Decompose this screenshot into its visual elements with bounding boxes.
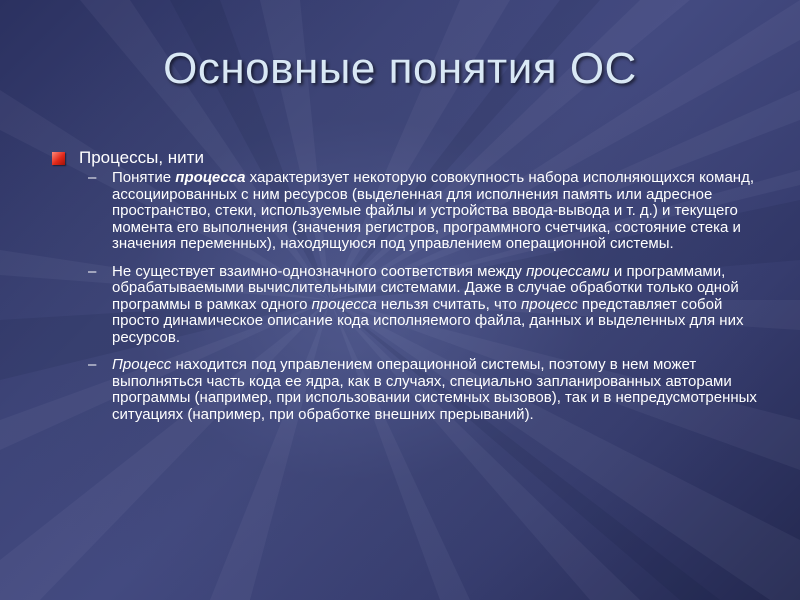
bullet-item xyxy=(52,148,204,168)
bullet-label: Процессы, нити xyxy=(79,148,204,167)
text-segment: нельзя считать, что xyxy=(376,295,521,313)
dash-marker: – xyxy=(88,356,97,373)
emphasis-term: процесс xyxy=(521,295,578,313)
subitem-list xyxy=(88,170,758,434)
subitem-process-program-mapping xyxy=(88,264,758,347)
emphasis-term: Процесс xyxy=(112,356,172,373)
bullet-square-icon xyxy=(52,152,65,165)
text-segment: находится под управлением операционной системы, поэтому в нем может выполняться часть кода ее ядра, как в случаях, специально запланированных авторами программы (например, при использовании системных вызовов), так и в непредусмотренных ситуациях (например, при обработке внешних прерываний). xyxy=(112,356,757,423)
subitem-process-definition xyxy=(88,170,758,253)
dash-marker: – xyxy=(88,169,97,186)
dash-marker: – xyxy=(88,262,97,280)
text-segment: Понятие xyxy=(112,169,176,186)
emphasis-term: процесса xyxy=(175,169,246,186)
text-segment: и программами, обрабатываемыми вычислительными системами. Даже в случае обработки только одной программы в рамках одного xyxy=(112,262,739,313)
slide-title: Основные понятия ОС xyxy=(163,44,637,93)
text-segment: характеризует некоторую совокупность набора исполняющихся команд, ассоциированных с ним ресурсов (выделенная для исполнения память или адресное пространство, стеки, используемые файлы и устройства ввода-вывода и т. д.) и текущего момента его выполнения (значения регистров, программного счетчика, состояние стека и значения переменных), находящуюся под управлением операционной системы. xyxy=(112,169,755,252)
emphasis-term: процессами xyxy=(526,262,610,280)
subitem-process-os-control xyxy=(88,357,758,423)
emphasis-term: процесса xyxy=(311,295,377,313)
text-segment: представляет собой просто динамическое описание кода исполняемого файла, данных и выделенных для них ресурсов. xyxy=(112,295,744,346)
text-segment: Не существует взаимно-однозначного соответствия между xyxy=(112,262,527,280)
